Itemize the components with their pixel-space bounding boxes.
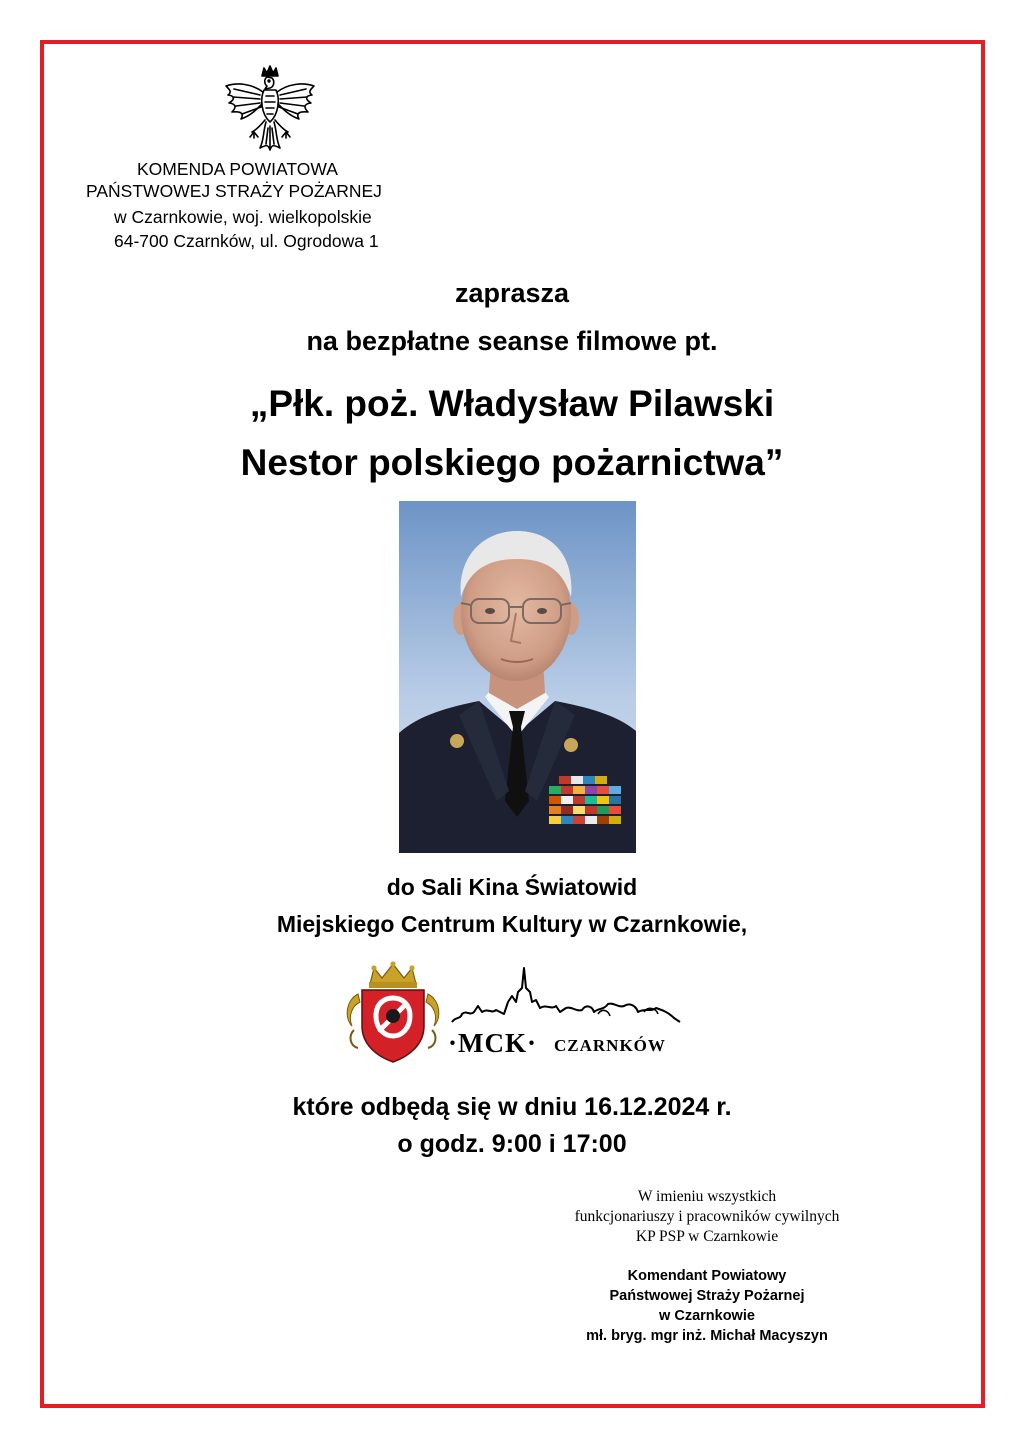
portrait-photo — [399, 501, 636, 853]
institution-line-4: 64-700 Czarnków, ul. Ogrodowa 1 — [114, 231, 379, 251]
institution-line-3: w Czarnkowie, woj. wielkopolskie — [114, 207, 372, 227]
venue-line-1: do Sali Kina Światowid — [386, 874, 638, 900]
institution-line-2: PAŃSTWOWEJ STRAŻY POŻARNEJ — [86, 181, 382, 201]
venue-line-2: Miejskiego Centrum Kultury w Czarnkowie, — [276, 911, 748, 937]
film-title-line-1: „Płk. poż. Władysław Pilawski — [249, 383, 775, 424]
film-title-line-2: Nestor polskiego pożarnictwa” — [240, 442, 784, 483]
signature-note-3: KP PSP w Czarnkowie — [635, 1228, 779, 1245]
mck-city-text: CZARNKÓW — [554, 1036, 666, 1055]
time-line: o godz. 9:00 i 17:00 — [397, 1130, 627, 1158]
signature-note-1: W imieniu wszystkich — [637, 1188, 777, 1205]
polish-eagle-icon — [220, 62, 320, 154]
mck-text: ·MCK· — [448, 1028, 537, 1058]
signature-note-2: funkcjonariuszy i pracowników cywilnych — [574, 1208, 840, 1225]
invitation-line-1: zaprasza — [454, 278, 570, 308]
institution-line-1: KOMENDA POWIATOWA — [137, 159, 338, 179]
mck-logo — [448, 962, 688, 1062]
date-line: które odbędą się w dniu 16.12.2024 r. — [292, 1093, 732, 1121]
czarnkow-coat-of-arms-icon — [340, 960, 446, 1064]
invitation-line-2: na bezpłatne seanse filmowe pt. — [306, 326, 718, 356]
signature-title-3: w Czarnkowie — [659, 1308, 755, 1324]
signature-title-2: Państwowej Straży Pożarnej — [609, 1288, 805, 1304]
signature-title-1: Komendant Powiatowy — [627, 1268, 787, 1284]
signature-name: mł. bryg. mgr inż. Michał Macyszyn — [586, 1328, 828, 1344]
